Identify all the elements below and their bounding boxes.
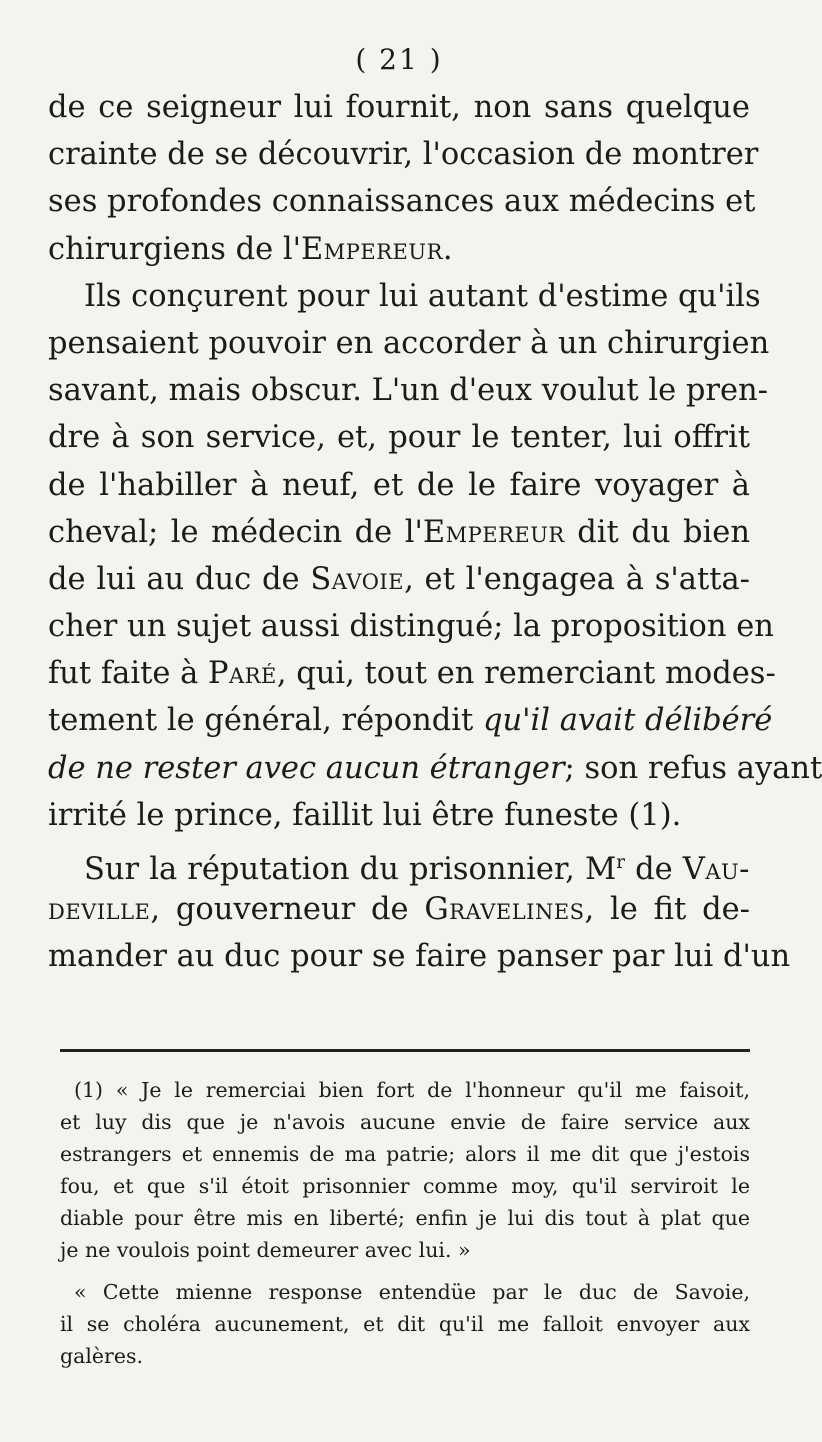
body-line <box>48 650 776 697</box>
body-line <box>48 509 750 556</box>
body-text-run: fut faite à <box>48 656 208 692</box>
body-text-run: Empereur <box>422 514 565 550</box>
body-text-run: crainte de se découvrir, l'occasion de montrer <box>48 137 759 173</box>
footnote-line: et luy dis que je n'avois aucune envie de faire service aux <box>60 1109 750 1134</box>
body-text-run: , qui, tout en remerciant modes- <box>276 656 776 692</box>
footnote-line: galères. <box>60 1343 144 1368</box>
body-line <box>48 226 750 273</box>
body-text-run: de l'habiller à neuf, et de le faire voyager à <box>48 467 750 503</box>
body-text-run: pensaient pouvoir en accorder à un chirurgien <box>48 325 770 361</box>
body-line <box>48 792 750 839</box>
body-line <box>48 556 750 603</box>
body-line <box>48 84 750 131</box>
body-text-run: Sur la réputation du prisonnier, M <box>84 852 617 888</box>
body-text-run: , et l'engagea à s'atta- <box>404 561 750 597</box>
body-text-run: , le fit de- <box>584 892 750 928</box>
body-text-run: de ce seigneur lui fournit, non sans quelque <box>48 90 750 125</box>
body-line <box>48 933 791 980</box>
body-text-run: de lui au duc de <box>48 561 311 597</box>
body-text-run: cher un sujet aussi distingué; la proposition en <box>48 609 774 645</box>
body-line <box>48 273 761 320</box>
body-text-run: dit du bien <box>564 514 750 550</box>
body-line <box>48 131 759 178</box>
body-line <box>48 886 750 933</box>
body-text-run: Vau- <box>682 852 750 888</box>
body-text-run: cheval; le médecin de l' <box>48 514 423 550</box>
body-text-run: savant, mais obscur. L'un d'eux voulut le pren- <box>48 373 768 409</box>
body-line <box>48 697 773 744</box>
footnote-line: (1) « Je le remerciai bien fort de l'honneur qu'il me faisoit, <box>74 1077 750 1102</box>
body-text-run: irrité le prince, faillit lui être funeste (1). <box>48 797 682 833</box>
body-text-run: ; son refus ayant <box>564 750 822 786</box>
body-text-run: dre à son service, et, pour le tenter, lui offrit <box>48 420 750 456</box>
body-text-run: Empereur <box>301 231 443 267</box>
body-line <box>48 414 750 461</box>
body-text-run: ses profondes connaissances aux médecins et <box>48 184 756 220</box>
body-text-run: Savoie <box>310 561 405 597</box>
body-text-run: r <box>616 852 625 873</box>
body-text-run: . <box>442 231 453 267</box>
footnote-line: je ne voulois point demeurer avec lui. » <box>60 1237 471 1262</box>
body-text-run: Gravelines <box>424 892 585 928</box>
footnote-gap <box>48 1266 750 1276</box>
body-text-run: , gouverneur de <box>150 892 425 928</box>
body-text-run: de ne rester avec aucun étranger <box>48 750 565 786</box>
body-text-run: chirurgiens de l' <box>48 231 302 267</box>
body-line <box>48 462 750 509</box>
body-text-run: de <box>624 852 683 888</box>
body-text-run: qu'il avait délibéré <box>482 703 773 739</box>
body-line <box>48 745 822 792</box>
footnote-line: diable pour être mis en liberté; enfin je lui dis tout à plat que <box>60 1205 750 1230</box>
footnote-line: estrangers et ennemis de ma patrie; alors il me dit que j'estois <box>60 1141 750 1166</box>
footnote-line: fou, et que s'il étoit prisonnier comme moy, qu'il serviroit le <box>60 1173 750 1198</box>
footnote-line: « Cette mienne response entendüe par le duc de Savoie, <box>74 1279 750 1304</box>
body-line <box>48 320 770 367</box>
body-text-run: deville <box>48 892 151 928</box>
page-number: ( 21 ) <box>355 43 443 76</box>
footnote-rule <box>60 1049 750 1052</box>
body-line <box>48 603 774 650</box>
footnotes <box>48 1074 750 1372</box>
body-line <box>48 367 768 414</box>
footnote-line: il se choléra aucunement, et dit qu'il me falloit envoyer aux <box>60 1311 750 1336</box>
body-text-run: Ils conçurent pour lui autant d'estime qu'ils <box>84 278 761 314</box>
body-line <box>48 839 750 886</box>
body-text-run: mander au duc pour se faire panser par lui d'un <box>48 939 791 975</box>
body-text-run: Paré <box>208 656 277 692</box>
body-line <box>48 178 756 225</box>
body-text-run: tement le général, répondit <box>48 703 483 739</box>
main-text <box>48 84 822 981</box>
